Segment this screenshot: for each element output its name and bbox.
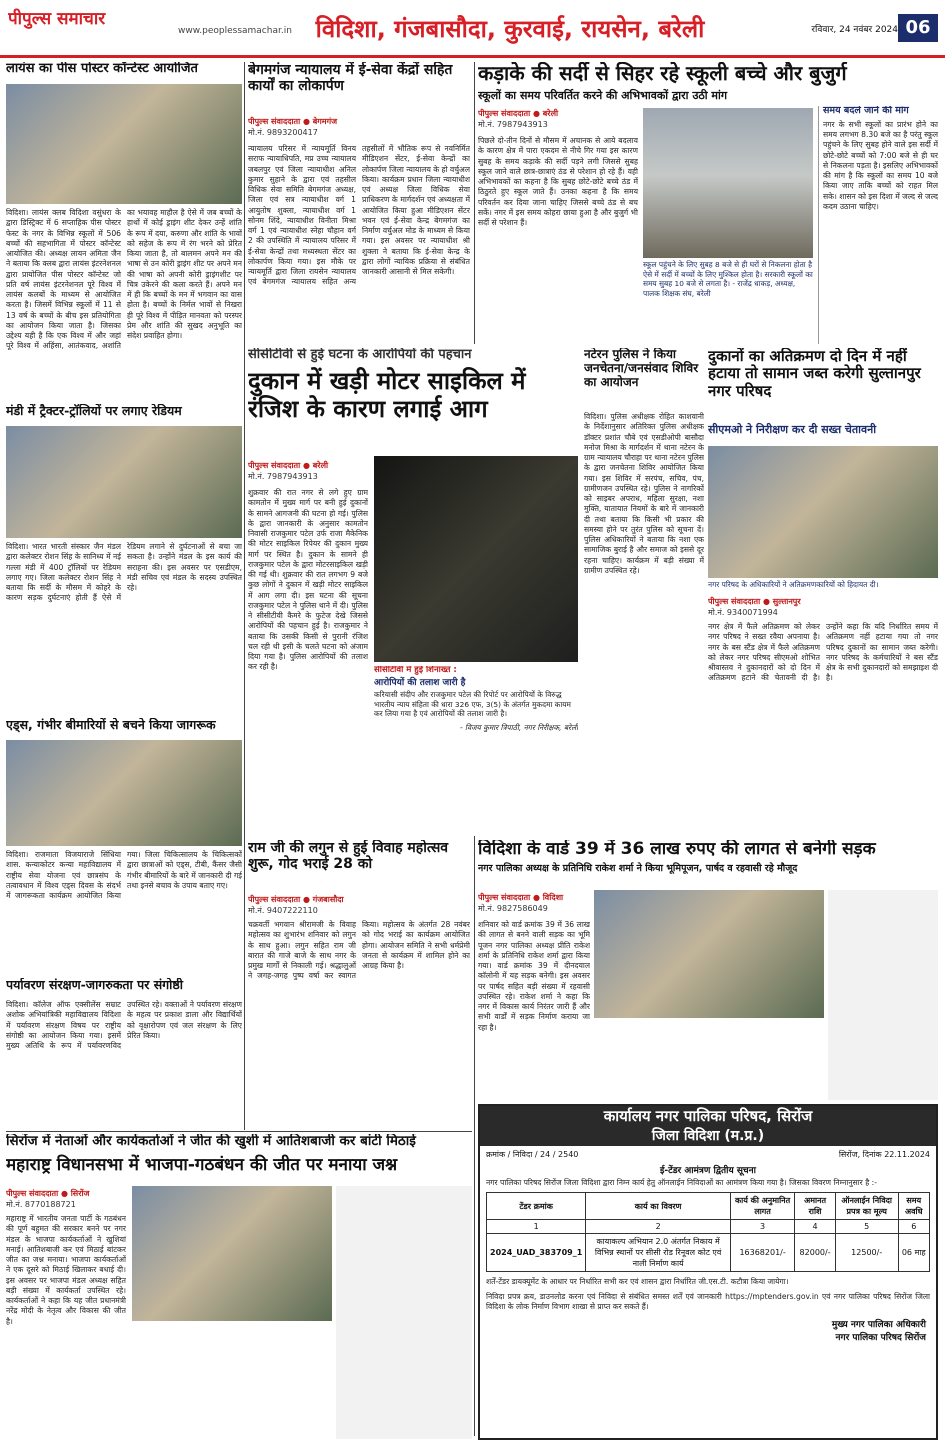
headline: मंडी में ट्रैक्टर-ट्रॉलियों पर लगाए रेडियम xyxy=(6,404,182,418)
subheadline: नगर पालिका अध्यक्ष के प्रतिनिधि राकेश शर्मा ने किया भूमिपूजन, पार्षद व रहवासी रहे मौजूद xyxy=(478,863,798,874)
byline: पीपुल्स संवाददाता ● विदिशा xyxy=(478,893,564,902)
tender-ref: क्रमांक / निविदा / 24 / 2540 xyxy=(486,1150,579,1159)
mobile-number: मो.नं. 9893200417 xyxy=(248,128,318,137)
story-body: विदिशा। कॉलेज ऑफ एक्सीलेंस सम्राट अशोक अभियांत्रिकी महाविद्यालय विदिशा में पर्यावरण संरक्षण विषय पर राष्ट्रीय संगोष्ठी का आयोजन किया गया। इसमें मुख्य अतिथि के रूप में पर्यावरणविद उपस्थित रहे। वक्ताओं ने पर्यावरण संरक्षण के महत्व पर प्रकाश डाला और विद्यार्थियों को वृक्षारोपण एवं जल संरक्षण के लिए प्रेरित किया। xyxy=(6,1000,242,1050)
mobile-number: मो.नं. 7987943913 xyxy=(478,120,548,129)
tender-note-1: शर्तें-टेंडर डायक्यूमेंट के आधार पर निर्धारित सभी कर एवं शासन द्वारा निर्धारित जी.एस.टी. कटौत्रा किया जायेगा। xyxy=(486,1277,789,1287)
byline: पीपुल्स संवाददाता ● गंजबासौदा xyxy=(248,895,344,904)
headline: नटेरन पुलिस ने किया जनचेतना/जनसंवाद शिविर का आयोजन xyxy=(584,348,699,389)
search-label: आरोपियों की तलाश जारी है xyxy=(374,677,466,688)
issue-date: रविवार, 24 नवंबर 2024 xyxy=(811,25,898,35)
mobile-number: मो.नं. 9407222110 xyxy=(248,906,318,915)
story-body: विदिशा। राजमाता विजयाराजे सिंधिया शास. कन्याकोटर कन्या महाविद्यालय में राष्ट्रीय सेवा योजना एवं छात्रसंघ के तत्वावधान में विश्व एड्स दिवस के संदर्भ में जागरूकता कार्यक्रम आयोजित किया गया। जिला चिकित्सालय के चिकित्सकों द्वारा छात्राओं को एड्स, टीबी, कैंसर जैसी गंभीर बीमारियों के बारे में जानकारी दी गई तथा इनसे बचाव के उपाय बताए गए। xyxy=(6,850,242,900)
story-court-eseva xyxy=(248,62,470,344)
story-cold-wave xyxy=(478,62,938,344)
story-body: विदिशा। भारत भारती संस्कार जैन मंडल द्वारा कलेक्टर रोशन सिंह के सानिध्य में नई गल्ला मंडी में 400 ट्रॉलियों पर रेडियम लगाए गए। जिला कलेक्टर रोशन सिंह ने बताया कि सर्दी के मौसम में कोहरे के कारण सड़क दुर्घटनाएं होती हैं ऐसे में रेडियम लगाने से दुर्घटनाओं से बचा जा सकता है। उन्होंने मंडल के इस कार्य की सराहना की। इस अवसर पर एसडीएम, मंडी सचिव एवं मंडल के सदस्य उपस्थित रहे। xyxy=(6,542,242,603)
photo-school-bus-fog xyxy=(643,108,813,258)
quote-attribution: - विजय कुमार त्रिपाठी, नगर निरीक्षक, बरेली xyxy=(460,722,578,732)
signatory-title: मुख्य नगर पालिका अधिकारी xyxy=(831,1320,926,1330)
story-radium xyxy=(6,404,242,714)
newspaper-logo: पीपुल्स समाचार xyxy=(8,9,106,29)
headline: महाराष्ट्र विधानसभा में भाजपा-गठबंधन की जीत पर मनाया जश्न xyxy=(6,1155,398,1175)
story-bike-fire xyxy=(248,348,578,833)
byline: पीपुल्स संवाददाता ● बेगमगंज xyxy=(248,117,338,126)
tender-title-2: जिला विदिशा (म.प्र.) xyxy=(480,1126,936,1146)
photo-children-posters xyxy=(6,84,242,204)
byline: पीपुल्स संवाददाता ● सिरोंज xyxy=(6,1189,90,1198)
story-encroachment xyxy=(708,348,938,833)
col-number: 4 xyxy=(795,1220,836,1234)
page-title: विदिशा, गंजबासौदा, कुरवाई, रायसेन, बरेली xyxy=(315,15,705,43)
col-header: समय अवधि xyxy=(898,1193,929,1220)
col-number: 3 xyxy=(730,1220,794,1234)
photo-cctv-footage xyxy=(374,456,578,662)
tender-note-2: निविदा प्रपत्र क्रय, डाउनलोड करना एवं निविदा से संबंधित समस्त शर्तें एवं जानकारी https://mptenders.gov.in एवं नगर पालिका परिषद सिरोंज जिला विदिशा के लोक निर्माण विभाग शाखा से प्राप्त कर सकते हैं। xyxy=(486,1291,930,1311)
sidebar-timing xyxy=(818,106,938,344)
masthead xyxy=(0,0,945,58)
tender-table xyxy=(486,1192,930,1272)
story-body: न्यायालय परिसर में न्यायमूर्ति विनय सराफ न्यायाधिपति, मप्र उच्च न्यायालय जबलपुर एवं जिला न्यायाधीश अनिल कुमार सुहाने के द्वारा एवं तहसील विधिक सेवा समिति बेगमगंज अध्यक्ष, जिला एवं सत्र न्यायाधीश वर्ग 1 आयुतोष शुक्ला, न्यायाधीश वर्ग 1 सोनम शिंदे, न्यायाधीश विनीता मिश्रा वर्ग 1 एवं न्यायाधीश स्नेहा चौहान वर्ग 2 की उपस्थिति में न्यायालय परिसर में ई-सेवा केन्द्रों तथा मध्यस्थता सेंटर का लोकार्पण किया गया। इस मौके पर न्यायमूर्ति द्वारा जिला रायसेन न्यायालय एवं बेगमगंज न्यायालय सहित अन्य तहसीलों में भौतिक रूप से नवनिर्मित मीडिएशन सेंटर, ई-सेवा केन्द्रों का लोकार्पण जिला न्यायालय के हो वर्चुअल किया। कार्यक्रम प्रधान जिला न्यायाधीश एवं अध्यक्ष जिला विधिक सेवा प्राधिकरण के मार्गदर्शन एवं अध्यक्षता में आयोजित किया हुआ मीडिएशन सेंटर भवन एवं ई-सेवा केन्द्र बेगमगंज का निर्माण वर्चुअल मोड के माध्यम से किया गया। इस अवसर पर न्यायाधीश श्री शुक्ला ने बताया कि ई-सेवा केन्द्र के द्वारा लोगों न्यायिक प्रक्रिया से संबंधित जानकारी आसानी से मिल सकेगी। xyxy=(248,144,470,287)
col-header: टेंडर क्रमांक xyxy=(487,1193,586,1220)
story-continued xyxy=(828,890,938,1100)
photo-bhoomipujan xyxy=(594,890,824,1018)
work-description: कायाकल्प अभियान 2.0 अंतर्गत निकाय में विभिन्न स्थानों पर सीसी रोड रिनूवल कोट एवं नाली निर्माण कार्य xyxy=(586,1234,731,1272)
story-aids-awareness xyxy=(6,718,242,974)
story-environment xyxy=(6,978,242,1128)
headline: लायंस का पीस पोस्टर कॉन्टेस्ट आयोजित xyxy=(6,62,198,76)
earnest-money: 82000/- xyxy=(795,1234,836,1272)
headline: दुकानों का अतिक्रमण दो दिन में नहीं हटाया तो सामान जब्त करेगी सुल्तानपुर नगर परिषद xyxy=(708,348,921,400)
column-divider xyxy=(474,62,475,344)
story-victory-celebration xyxy=(6,1134,472,1439)
byline: पीपुल्स संवाददाता ● सुल्तानपुर xyxy=(708,597,801,606)
mobile-number: मो.नं. 8770188721 xyxy=(6,1200,76,1209)
photo-party-workers xyxy=(132,1186,332,1321)
col-header: कार्य की अनुमानित लागत xyxy=(730,1193,794,1220)
col-header: कार्य का विवरण xyxy=(586,1193,731,1220)
headline: एड्स, गंभीर बीमारियों से बचने किया जागरूक xyxy=(6,718,216,732)
page-number: 06 xyxy=(898,14,938,42)
mobile-number: मो.नं. 9340071994 xyxy=(708,608,778,617)
tender-notice-title: ई-टेंडर आमंत्रण द्वितीय सूचना xyxy=(660,1166,756,1176)
photo-tractor-radium xyxy=(6,426,242,538)
story-body: शनिवार को वार्ड क्रमांक 39 में 36 लाख की लागत से बनने वाली सड़क का भूमि पूजन नगर पालिका अध्यक्ष प्रीति राकेश शर्मा के प्रतिनिधि राकेश शर्मा द्वारा किया गया। वार्ड क्रमांक 39 में दीनदयाल कॉलोनी में यह सड़क बनेगी। इस अवसर पर पार्षद सहित बड़ी संख्या में रहवासी उपस्थित रहे। राकेश शर्मा ने कहा कि नगर में विकास कार्य निरंतर जारी हैं और सभी वार्डों में सड़क निर्माण कराया जा रहा है। xyxy=(478,920,590,1032)
column-divider xyxy=(244,62,245,1130)
col-header: अमानत राशि xyxy=(795,1193,836,1220)
kicker: सीसीटीवी से हुई घटना के आरोपियों की पहचान xyxy=(248,348,472,362)
form-cost: 12500/- xyxy=(835,1234,898,1272)
story-body: विदिशा। लायंस क्लब विदिशा वसुंधरा के द्वारा डिस्ट्रिक्ट में 6 सप्ताहिक पीस पोस्टर फेस्ट के नगर के विभिन्न स्कूलों में 506 बच्चों की सहभागिता में पोस्टर कॉन्टेस्ट आयोजित की। अध्यक्ष लायन अमिता जैन ने बताया कि क्लब द्वारा लायंस इंटरनेशनल द्वारा प्रायोजित पीस पोस्टर कॉन्टेस्ट जो प्रति वर्ष लायंस इंटरनेशनल पूरे विश्व में लायंस कलबों के माध्यम से आयोजित करता है। जिसमें विभिन्न स्कूलों में 11 से 13 वर्ष के बच्चों के बीच इस प्रतियोगिता का आयोजन किया जाता है। जिसका उद्देश्य यही है कि एक विश्व में और जहां पूरे विश्व में अहिंसा, आतंकवाद, अशांति का भयावह माहौल है ऐसे में जब बच्चों के हाथों में कोई ड्राइंग शीट देकर उन्हें शांति के रूप में दया, करुणा और शांति के भावों को सहेज के रूप में रंग भरने को प्रेरित किया जाता है, तो बालमन अपने मन की भाषा से उन कोरी ड्राइंग शीट पर अपने मन की भाषा को अपनी कोरी ड्राइंगशीट पर चित्र उकेरने की कला करते हैं। अपने मन में ही कि बच्चों के मन में भगवान का वास होता है। बच्चों के निर्मल भावों से निखरा ही पूरे विश्व में पीड़ित मानवता को परस्पर प्रेम और शांति की सुखद अनुभूति का संदेश प्रवाहित होगा। xyxy=(6,208,242,351)
tender-intro: नगर पालिका परिषद सिरोंज जिला विदिशा द्वारा निम्न कार्य हेतु ऑनलाईन निविदाओं का आमंत्रण किया गया है। जिसका विवरण निम्नानुसार है :- xyxy=(486,1178,877,1187)
kicker: सिरोंज में नेताओं और कार्यकर्ताओं ने जीत की खुशी में आतिशबाजी कर बांटी मिठाई xyxy=(6,1134,416,1149)
mobile-number: मो.नं. 9827586049 xyxy=(478,904,548,913)
sidebar-body: नगर के सभी स्कूलों का प्रारंभ होने का समय लगभग 8.30 बजे का है परंतु स्कूल पहुंचने के लिए सुबह होने वाले इस सर्दी में छोटे-छोटे बच्चों को 7:00 बजे से ही घर से निकलना पड़ता है। इसलिए अभिभावकों की मांग है कि स्कूलों का समय 10 बजे किया जाए ताकि बच्चों को राहत मिल सके। शासन को इस दिशा में जल्द से जल्द कदम उठाना चाहिए। xyxy=(823,119,938,211)
estimated-cost: 16368201/- xyxy=(730,1234,794,1272)
story-body: विदिशा। पुलिस अधीक्षक रोहित काशवानी के निर्देशानुसार अतिरिक्त पुलिस अधीक्षक डॉक्टर प्रशांत चौबे एवं एसडीओपी बासौदा मनोज मिश्रा के मार्गदर्शन में थाना नटेरन के ग्राम न्यायालय चौराहा पर थाना नटेरन पुलिस के द्वारा जनचेतना शिविर आयोजित किया गया। इस शिविर में सरपंच, सचिव, पंच, ग्रामीणजन उपस्थित रहे। पुलिस ने नागरिकों को साइबर अपराध, महिला सुरक्षा, नशा मुक्ति, यातायात नियमों के बारे में जानकारी दी तथा बताया कि किसी भी प्रकार की समस्या होने पर तुरंत पुलिस को सूचना दें। पुलिस अधिकारियों ने बताया कि नशा एक सामाजिक बुराई है और समाज को इससे दूर रहना चाहिए। कार्यक्रम में बड़ी संख्या में ग्रामीण उपस्थित रहे। xyxy=(584,412,704,575)
tender-notice xyxy=(478,1104,938,1440)
row-divider xyxy=(6,1131,472,1132)
tender-id: 2024_UAD_383709_1 xyxy=(487,1234,586,1272)
story-body: पिछले दो-तीन दिनों से मौसम में अचानक से आये बदलाव के कारण क्षेत्र में पारा एकदम से नीचे गिर गया इस कारण सुबह के समय कड़ाके की सर्दी पड़ने लगी जिससे सुबह स्कूल जाने वाले छात्र-छात्राएं ठंड से परेशान हो रहे हैं। वही अभिभावकों का कहना है कि सुबह छोटे-छोटे बच्चे ठंड में ठिठुरते हुए स्कूल जाते हैं। उनका कहना है कि समय परिवर्तन कर दिया जाना चाहिए जिससे बच्चे ठंड से बच सकें। नगर में इस समय कोहरा छाया हुआ है और बुजुर्ग भी सर्दी से परेशान हैं। xyxy=(478,136,638,227)
story-road-ward39 xyxy=(478,840,938,1100)
headline: पर्यावरण संरक्षण-जागरुकता पर संगोष्ठी xyxy=(6,978,184,992)
headline: बेगमगंज न्यायालय में ई-सेवा केंद्रों सहित कार्यों का लोकार्पण xyxy=(248,62,453,95)
col-number: 2 xyxy=(586,1220,731,1234)
story-body: चक्रवर्ती भगवान श्रीरामजी के विवाह महोत्सव का शुभारंभ शनिवार को लगुन के साथ हुआ। लगुन सहित राम जी बारात की गाजे बाजे के साथ नगर के प्रमुख मार्गों से निकाली गई। श्रद्धालुओं ने जगह-जगह पुष्प वर्षा कर स्वागत किया। महोत्सव के अंतर्गत 28 नवंबर को गोद भराई का कार्यक्रम आयोजित होगा। आयोजन समिति ने सभी धर्मप्रेमी जनता से कार्यक्रम में शामिल होने का आग्रह किया है। xyxy=(248,920,470,981)
col-header: ऑनलाईन निविदा प्रपत्र का मूल्य xyxy=(835,1193,898,1220)
story-body: महाराष्ट्र में भारतीय जनता पार्टी के गठबंधन की पूर्ण बहुमत की सरकार बनने पर नगर मंडल के भाजपा कार्यकर्ताओं ने खुशियां मनाई। आतिशबाजी कर एवं मिठाई बांटकर जीत का जश्न मनाया। भाजपा कार्यकर्ताओं ने एक दूसरे को मिठाई खिलाकर बधाई दी। इस अवसर पर भाजपा मंडल अध्यक्ष सहित बड़ी संख्या में कार्यकर्ता उपस्थित रहे। कार्यकर्ताओं ने कहा कि यह जीत प्रधानमंत्री नरेंद्र मोदी के नेतृत्व और विकास की जीत है। xyxy=(6,1214,126,1326)
col-number: 1 xyxy=(487,1220,586,1234)
subheadline: स्कूलों का समय परिवर्तित करने की अभिभावकों द्वारा उठी मांग xyxy=(478,89,728,102)
duration: 06 माह xyxy=(898,1234,929,1272)
byline: पीपुल्स संवाददाता ● बरेली xyxy=(478,109,559,118)
headline: विदिशा के वार्ड 39 में 36 लाख रुपए की लागत से बनेगी सड़क xyxy=(478,840,876,859)
story-ram-vivah xyxy=(248,840,470,1130)
headline: दुकान में खड़ी मोटर साइकिल में रंजिश के कारण लगाई आग xyxy=(248,367,526,423)
tender-title-1: कार्यालय नगर पालिका परिषद, सिरोंज xyxy=(480,1106,936,1126)
story-continued xyxy=(336,1186,472,1439)
photo-seminar xyxy=(6,740,242,846)
story-body: शुक्रवार की रात नगर से लगे हुए ग्राम कामतोन में मुख्य मार्ग पर बनी हुई दुकानों के सामने आगजनी की घटना हो गई। पुलिस के द्वारा जानकारी के अनुसार कामतोन निवासी राजकुमार पटेल उर्फ राजा मैकेनिक की मोटर साइकिल रिपेयर की दुकान मुख्य मार्ग पर स्थित है। दुकान के सामने ही राजकुमार पटेल के द्वारा मोटरसाइकिल खड़ी की गई थी। शुक्रवार की रात लगभग 9 बजे कुछ लोगों ने दुकान में खड़ी मोटर साइकिल में आग लगा दी। इस घटना की सूचना राजकुमार पटेल ने पुलिस थाने में दी। पुलिस ने सीसीटीवी कैमरे के फुटेज देखे जिससे आरोपियों की पहचान हुई है। राजकुमार ने बताया कि उसकी किसी से पुरानी रंजिश चल रही थी इसी के चलते घटना को अंजाम दिया गया है। पुलिस आरोपियों की तलाश कर रही है। xyxy=(248,488,368,672)
headline: कड़ाके की सर्दी से सिहर रहे स्कूली बच्चे और बुजुर्ग xyxy=(478,62,847,85)
search-body: करियासी संदीप और राजकुमार पटेल की रिपोर्ट पर आरोपियों के विरुद्ध भारतीय न्याय संहिता की धारा 326 एफ, 3(5) के अंतर्गत मुकदमा कायम कर लिया गया है एवं आरोपियों की तलाश जारी है। xyxy=(374,690,571,719)
signatory-office: नगर पालिका परिषद सिरोंज xyxy=(835,1333,926,1343)
photo-caption: स्कूल पहुंचने के लिए सुबह 8 बजे से ही घरों से निकलना होता है ऐसे में सर्दी में बच्चों के लिए मुश्किल होता है। सरकारी स्कूलों का समय सुबह 10 बजे से लगता है। - राजेंद्र धाकड़, अध्यक्ष, पालक शिक्षक संघ, बरेली xyxy=(643,260,813,298)
mobile-number: मो.नं. 7987943913 xyxy=(248,472,318,481)
photo-caption: नगर परिषद के अधिकारियों ने अतिक्रमणकारियों को हिदायत दी। xyxy=(708,580,879,589)
photo-market-inspection xyxy=(708,446,938,578)
sidebar-title: समय बदले जाने की मांग xyxy=(823,106,909,116)
tender-date: सिरोंज, दिनांक 22.11.2024 xyxy=(838,1150,930,1159)
col-number: 5 xyxy=(835,1220,898,1234)
website-link[interactable]: www.peoplessamachar.in xyxy=(178,26,292,36)
headline: राम जी की लगुन से हुई विवाह महोत्सव शुरू, गोद भराई 28 को xyxy=(248,840,449,873)
table-row xyxy=(487,1234,930,1272)
story-body: नगर क्षेत्र में फैले अतिक्रमण को लेकर नगर परिषद ने सख्त रवैया अपनाया है। नगर के बस स्टैंड क्षेत्र में फैले अतिक्रमण को लेकर नगर परिषद सीएमओ शोभित श्रीवास्तव ने दुकानदारों को दो दिन में अतिक्रमण हटाने की चेतावनी दी है। उन्होंने कहा कि यदि निर्धारित समय में अतिक्रमण नहीं हटाया गया तो नगर परिषद दुकानों का सामान जब्त करेगी। नगर परिषद के कर्मचारियों ने बस स्टैंड क्षेत्र के सभी दुकानदारों को समझाइश दी है। xyxy=(708,622,938,683)
byline: पीपुल्स संवाददाता ● बरेली xyxy=(248,461,329,470)
sub-label: सीसीटीवी में हुई शिनाख्त : xyxy=(374,666,457,675)
column-divider xyxy=(474,836,475,1436)
col-number: 6 xyxy=(898,1220,929,1234)
story-lions-poster xyxy=(6,62,242,400)
subheadline: सीएमओ ने निरीक्षण कर दी सख्त चेतावनी xyxy=(708,423,877,436)
story-police-camp xyxy=(584,348,704,833)
